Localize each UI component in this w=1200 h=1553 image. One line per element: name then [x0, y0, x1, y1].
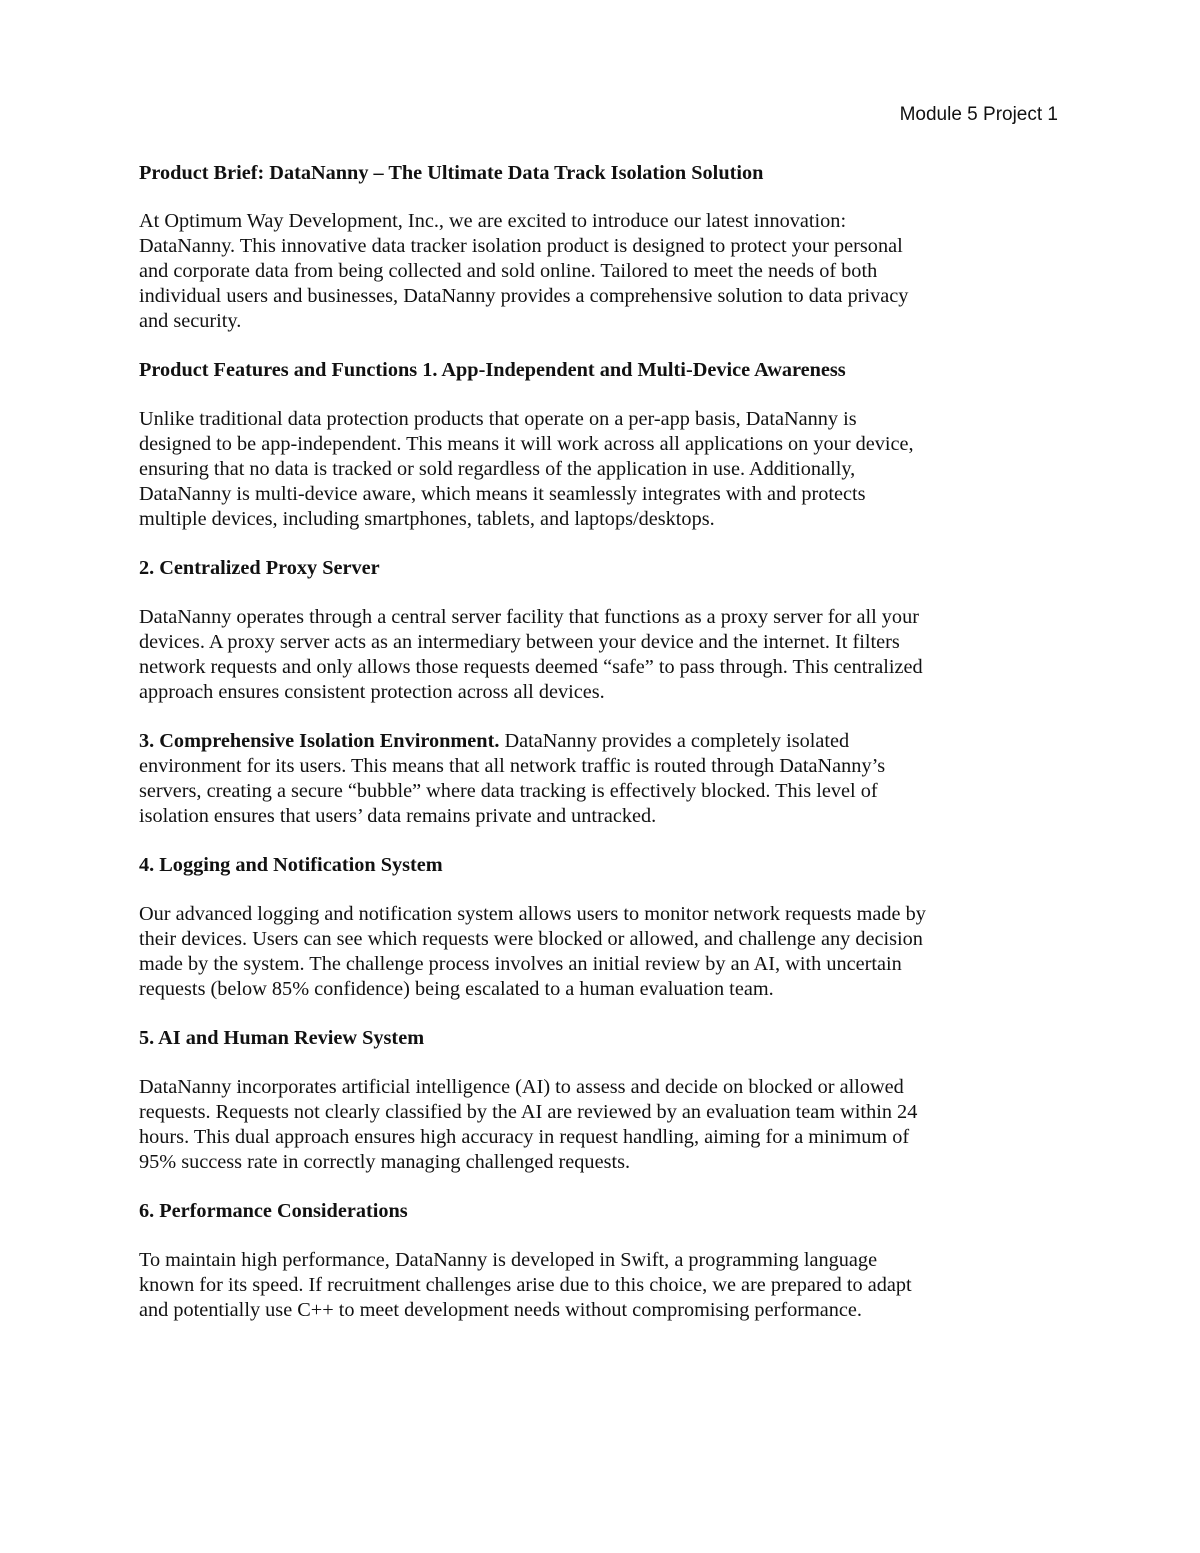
text-line: 95% success rate in correctly managing challenged requests. [139, 1151, 631, 1173]
section-2-paragraph [139, 605, 1069, 705]
text-line: made by the system. The challenge process involves an initial review by an AI, with uncertain [139, 953, 902, 975]
text-line: approach ensures consistent protection across all devices. [139, 681, 605, 703]
text-line: hours. This dual approach ensures high accuracy in request handling, aiming for a minimum of [139, 1126, 910, 1148]
text-line: requests. Requests not clearly classified by the AI are reviewed by an evaluation team within 24 [139, 1101, 918, 1123]
section-5-heading: 5. AI and Human Review System [139, 1027, 425, 1049]
text-line: designed to be app-independent. This means it will work across all applications on your device, [139, 433, 914, 455]
section-1-paragraph [139, 407, 1069, 532]
text-line: and corporate data from being collected and sold online. Tailored to meet the needs of both [139, 260, 878, 282]
document-body [139, 161, 1069, 1347]
text-line: Unlike traditional data protection products that operate on a per-app basis, DataNanny is [139, 408, 857, 430]
section-4-heading: 4. Logging and Notification System [139, 854, 443, 876]
page-header: Module 5 Project 1 [899, 104, 1058, 125]
features-heading: Product Features and Functions 1. App-Independent and Multi-Device Awareness [139, 359, 846, 381]
text-line: environment for its users. This means that all network traffic is routed through DataNanny’s [139, 755, 886, 777]
section-3-heading: 3. Comprehensive Isolation Environment. [139, 730, 500, 752]
section-2-heading: 2. Centralized Proxy Server [139, 557, 380, 579]
section-4-paragraph [139, 902, 1069, 1002]
text-line [139, 729, 1069, 754]
text-line: network requests and only allows those requests deemed “safe” to pass through. This centralized [139, 656, 923, 678]
text-line: DataNanny operates through a central server facility that functions as a proxy server for all your [139, 606, 919, 628]
text-line: known for its speed. If recruitment challenges arise due to this choice, we are prepared to adapt [139, 1274, 912, 1296]
text-line: At Optimum Way Development, Inc., we are excited to introduce our latest innovation: [139, 210, 847, 232]
section-6-paragraph [139, 1248, 1069, 1323]
text-line: To maintain high performance, DataNanny is developed in Swift, a programming language [139, 1249, 878, 1271]
text-line: ensuring that no data is tracked or sold regardless of the application in use. Additionally, [139, 458, 856, 480]
text-line: their devices. Users can see which requests were blocked or allowed, and challenge any decision [139, 928, 923, 950]
section-5-paragraph [139, 1075, 1069, 1175]
text-line: isolation ensures that users’ data remains private and untracked. [139, 805, 657, 827]
section-3-paragraph [139, 729, 1069, 829]
text-line: DataNanny incorporates artificial intelligence (AI) to assess and decide on blocked or allowed [139, 1076, 904, 1098]
intro-paragraph [139, 209, 1069, 334]
text-line: multiple devices, including smartphones, tablets, and laptops/desktops. [139, 508, 715, 530]
text-line: individual users and businesses, DataNanny provides a comprehensive solution to data privacy [139, 285, 909, 307]
section-3-first-line: DataNanny provides a completely isolated [499, 730, 850, 752]
text-line: Our advanced logging and notification system allows users to monitor network requests made by [139, 903, 926, 925]
document-title: Product Brief: DataNanny – The Ultimate Data Track Isolation Solution [139, 162, 764, 184]
text-line: devices. A proxy server acts as an intermediary between your device and the internet. It filters [139, 631, 900, 653]
text-line: requests (below 85% confidence) being escalated to a human evaluation team. [139, 978, 774, 1000]
text-line: and security. [139, 310, 242, 332]
text-line: DataNanny is multi-device aware, which means it seamlessly integrates with and protects [139, 483, 866, 505]
text-line: and potentially use C++ to meet development needs without compromising performance. [139, 1299, 862, 1321]
text-line: servers, creating a secure “bubble” where data tracking is effectively blocked. This level of [139, 780, 878, 802]
section-6-heading: 6. Performance Considerations [139, 1200, 408, 1222]
text-line: DataNanny. This innovative data tracker isolation product is designed to protect your personal [139, 235, 903, 257]
